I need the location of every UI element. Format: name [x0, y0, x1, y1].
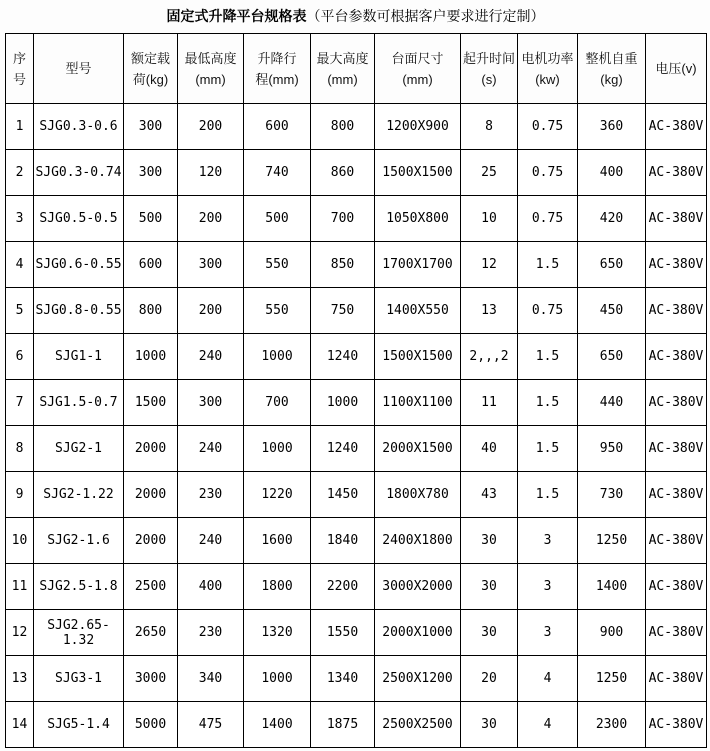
- table-cell: 8: [461, 104, 518, 150]
- table-cell: 850: [311, 242, 375, 288]
- table-cell: 2400X1800: [375, 518, 461, 564]
- table-cell: 340: [178, 656, 244, 702]
- table-cell: 1250: [578, 518, 646, 564]
- table-row: [6, 610, 707, 656]
- table-cell: 300: [124, 104, 178, 150]
- table-row: [6, 242, 707, 288]
- table-cell: SJG2-1: [34, 426, 124, 472]
- table-cell: 1: [6, 104, 34, 150]
- table-cell: 13: [461, 288, 518, 334]
- table-cell: SJG2.65-1.32: [34, 610, 124, 656]
- table-cell: 800: [124, 288, 178, 334]
- table-row: [6, 564, 707, 610]
- table-cell: 30: [461, 518, 518, 564]
- col-header-lift-time: 起升时间 (s): [461, 34, 518, 104]
- table-cell: 8: [6, 426, 34, 472]
- col-header-machine-weight: 整机自重 (kg): [578, 34, 646, 104]
- spec-table: [5, 33, 707, 748]
- col-header-rated-load: 额定载 荷(kg): [124, 34, 178, 104]
- table-row: [6, 288, 707, 334]
- table-cell: 5: [6, 288, 34, 334]
- table-cell: 1.5: [518, 426, 578, 472]
- table-cell: 475: [178, 702, 244, 748]
- table-cell: AC-380V: [646, 426, 707, 472]
- table-cell: AC-380V: [646, 242, 707, 288]
- table-cell: SJG0.6-0.55: [34, 242, 124, 288]
- table-cell: 1400X550: [375, 288, 461, 334]
- table-cell: 600: [244, 104, 311, 150]
- table-cell: 230: [178, 610, 244, 656]
- table-cell: 440: [578, 380, 646, 426]
- table-cell: 1050X800: [375, 196, 461, 242]
- table-cell: 1840: [311, 518, 375, 564]
- col-header-min-height: 最低高度 (mm): [178, 34, 244, 104]
- table-cell: AC-380V: [646, 380, 707, 426]
- table-cell: AC-380V: [646, 656, 707, 702]
- table-cell: SJG3-1: [34, 656, 124, 702]
- table-cell: 650: [578, 242, 646, 288]
- table-cell: AC-380V: [646, 610, 707, 656]
- table-cell: 4: [518, 656, 578, 702]
- table-cell: 1250: [578, 656, 646, 702]
- table-cell: 860: [311, 150, 375, 196]
- table-cell: 20: [461, 656, 518, 702]
- table-cell: 13: [6, 656, 34, 702]
- table-cell: 3000: [124, 656, 178, 702]
- table-cell: 7: [6, 380, 34, 426]
- table-cell: 4: [518, 702, 578, 748]
- table-cell: 2500X2500: [375, 702, 461, 748]
- table-cell: SJG2-1.22: [34, 472, 124, 518]
- table-cell: 650: [578, 334, 646, 380]
- table-cell: 5000: [124, 702, 178, 748]
- table-cell: 30: [461, 702, 518, 748]
- col-header-lift-stroke: 升降行 程(mm): [244, 34, 311, 104]
- table-cell: AC-380V: [646, 104, 707, 150]
- table-cell: 240: [178, 334, 244, 380]
- table-cell: 6: [6, 334, 34, 380]
- table-cell: 14: [6, 702, 34, 748]
- table-cell: 2000X1000: [375, 610, 461, 656]
- table-cell: 30: [461, 610, 518, 656]
- table-cell: 2500: [124, 564, 178, 610]
- table-cell: 0.75: [518, 288, 578, 334]
- col-header-model: 型号: [34, 34, 124, 104]
- table-cell: SJG0.8-0.55: [34, 288, 124, 334]
- table-cell: 1240: [311, 334, 375, 380]
- table-row: [6, 472, 707, 518]
- table-cell: AC-380V: [646, 150, 707, 196]
- table-row: [6, 150, 707, 196]
- table-cell: 1875: [311, 702, 375, 748]
- table-cell: 1200X900: [375, 104, 461, 150]
- table-cell: 1600: [244, 518, 311, 564]
- table-cell: 12: [461, 242, 518, 288]
- table-cell: 2500X1200: [375, 656, 461, 702]
- table-cell: 120: [178, 150, 244, 196]
- table-cell: AC-380V: [646, 288, 707, 334]
- table-cell: 1.5: [518, 242, 578, 288]
- table-body: [6, 104, 707, 748]
- table-cell: 10: [6, 518, 34, 564]
- table-cell: 1320: [244, 610, 311, 656]
- table-cell: 500: [124, 196, 178, 242]
- col-header-platform-size: 台面尺寸 (mm): [375, 34, 461, 104]
- table-cell: 230: [178, 472, 244, 518]
- table-cell: AC-380V: [646, 518, 707, 564]
- table-cell: 25: [461, 150, 518, 196]
- table-cell: SJG0.3-0.6: [34, 104, 124, 150]
- table-cell: 10: [461, 196, 518, 242]
- table-cell: SJG0.3-0.74: [34, 150, 124, 196]
- page-title-note: （平台参数可根据客户要求进行定制）: [306, 8, 545, 24]
- table-cell: 1800: [244, 564, 311, 610]
- col-header-motor-power: 电机功率 (kw): [518, 34, 578, 104]
- table-cell: 0.75: [518, 196, 578, 242]
- table-cell: 300: [178, 242, 244, 288]
- table-cell: 300: [178, 380, 244, 426]
- table-cell: 1220: [244, 472, 311, 518]
- table-cell: 2300: [578, 702, 646, 748]
- table-cell: 1340: [311, 656, 375, 702]
- table-cell: 43: [461, 472, 518, 518]
- table-row: [6, 380, 707, 426]
- table-cell: 1550: [311, 610, 375, 656]
- table-cell: 1000: [124, 334, 178, 380]
- table-cell: 700: [244, 380, 311, 426]
- table-cell: 2000: [124, 426, 178, 472]
- table-cell: 1400: [244, 702, 311, 748]
- table-row: [6, 334, 707, 380]
- table-cell: 550: [244, 288, 311, 334]
- table-cell: 30: [461, 564, 518, 610]
- table-cell: 750: [311, 288, 375, 334]
- table-cell: 1240: [311, 426, 375, 472]
- table-cell: 400: [578, 150, 646, 196]
- table-cell: 1500X1500: [375, 150, 461, 196]
- table-cell: AC-380V: [646, 472, 707, 518]
- table-cell: 700: [311, 196, 375, 242]
- page-title-main: 固定式升降平台规格表: [166, 8, 307, 24]
- table-cell: 1800X780: [375, 472, 461, 518]
- table-cell: SJG1-1: [34, 334, 124, 380]
- table-cell: SJG2.5-1.8: [34, 564, 124, 610]
- table-row: [6, 656, 707, 702]
- table-row: [6, 518, 707, 564]
- table-cell: 2650: [124, 610, 178, 656]
- table-row: [6, 104, 707, 150]
- table-row: [6, 196, 707, 242]
- table-cell: 1000: [244, 426, 311, 472]
- table-cell: 12: [6, 610, 34, 656]
- table-cell: 2200: [311, 564, 375, 610]
- col-header-voltage: 电压(v): [646, 34, 707, 104]
- table-cell: 3: [518, 564, 578, 610]
- table-cell: 1500: [124, 380, 178, 426]
- table-cell: 200: [178, 104, 244, 150]
- table-cell: 740: [244, 150, 311, 196]
- table-cell: 0.75: [518, 104, 578, 150]
- table-cell: 2,,,2: [461, 334, 518, 380]
- header-row: [6, 34, 707, 104]
- table-cell: 3: [6, 196, 34, 242]
- table-cell: 2: [6, 150, 34, 196]
- table-cell: 950: [578, 426, 646, 472]
- table-cell: 4: [6, 242, 34, 288]
- table-cell: 420: [578, 196, 646, 242]
- table-cell: 3: [518, 610, 578, 656]
- table-cell: 0.75: [518, 150, 578, 196]
- table-cell: 2000: [124, 472, 178, 518]
- table-cell: 11: [461, 380, 518, 426]
- table-cell: 200: [178, 288, 244, 334]
- table-cell: AC-380V: [646, 564, 707, 610]
- table-cell: 900: [578, 610, 646, 656]
- table-cell: 600: [124, 242, 178, 288]
- table-cell: 3000X2000: [375, 564, 461, 610]
- table-cell: 200: [178, 196, 244, 242]
- table-cell: 400: [178, 564, 244, 610]
- table-row: [6, 702, 707, 748]
- table-cell: SJG1.5-0.7: [34, 380, 124, 426]
- table-cell: 450: [578, 288, 646, 334]
- table-cell: 1700X1700: [375, 242, 461, 288]
- table-row: [6, 426, 707, 472]
- table-cell: 3: [518, 518, 578, 564]
- table-cell: 1.5: [518, 472, 578, 518]
- table-cell: 1.5: [518, 334, 578, 380]
- table-cell: 2000X1500: [375, 426, 461, 472]
- table-cell: 550: [244, 242, 311, 288]
- table-cell: 240: [178, 426, 244, 472]
- table-cell: 9: [6, 472, 34, 518]
- table-cell: SJG0.5-0.5: [34, 196, 124, 242]
- table-cell: 2000: [124, 518, 178, 564]
- table-cell: 730: [578, 472, 646, 518]
- table-cell: 1450: [311, 472, 375, 518]
- col-header-max-height: 最大高度 (mm): [311, 34, 375, 104]
- page-title: [5, 6, 706, 26]
- table-cell: 800: [311, 104, 375, 150]
- table-cell: 300: [124, 150, 178, 196]
- table-cell: 1000: [311, 380, 375, 426]
- table-cell: 1000: [244, 334, 311, 380]
- table-cell: AC-380V: [646, 702, 707, 748]
- table-cell: 240: [178, 518, 244, 564]
- table-cell: 1400: [578, 564, 646, 610]
- table-cell: AC-380V: [646, 334, 707, 380]
- table-cell: SJG5-1.4: [34, 702, 124, 748]
- table-cell: 11: [6, 564, 34, 610]
- col-header-index: 序 号: [6, 34, 34, 104]
- table-cell: 1.5: [518, 380, 578, 426]
- table-cell: 1500X1500: [375, 334, 461, 380]
- table-cell: 500: [244, 196, 311, 242]
- table-cell: AC-380V: [646, 196, 707, 242]
- table-cell: 40: [461, 426, 518, 472]
- table-cell: 360: [578, 104, 646, 150]
- table-cell: 1000: [244, 656, 311, 702]
- table-cell: 1100X1100: [375, 380, 461, 426]
- table-cell: SJG2-1.6: [34, 518, 124, 564]
